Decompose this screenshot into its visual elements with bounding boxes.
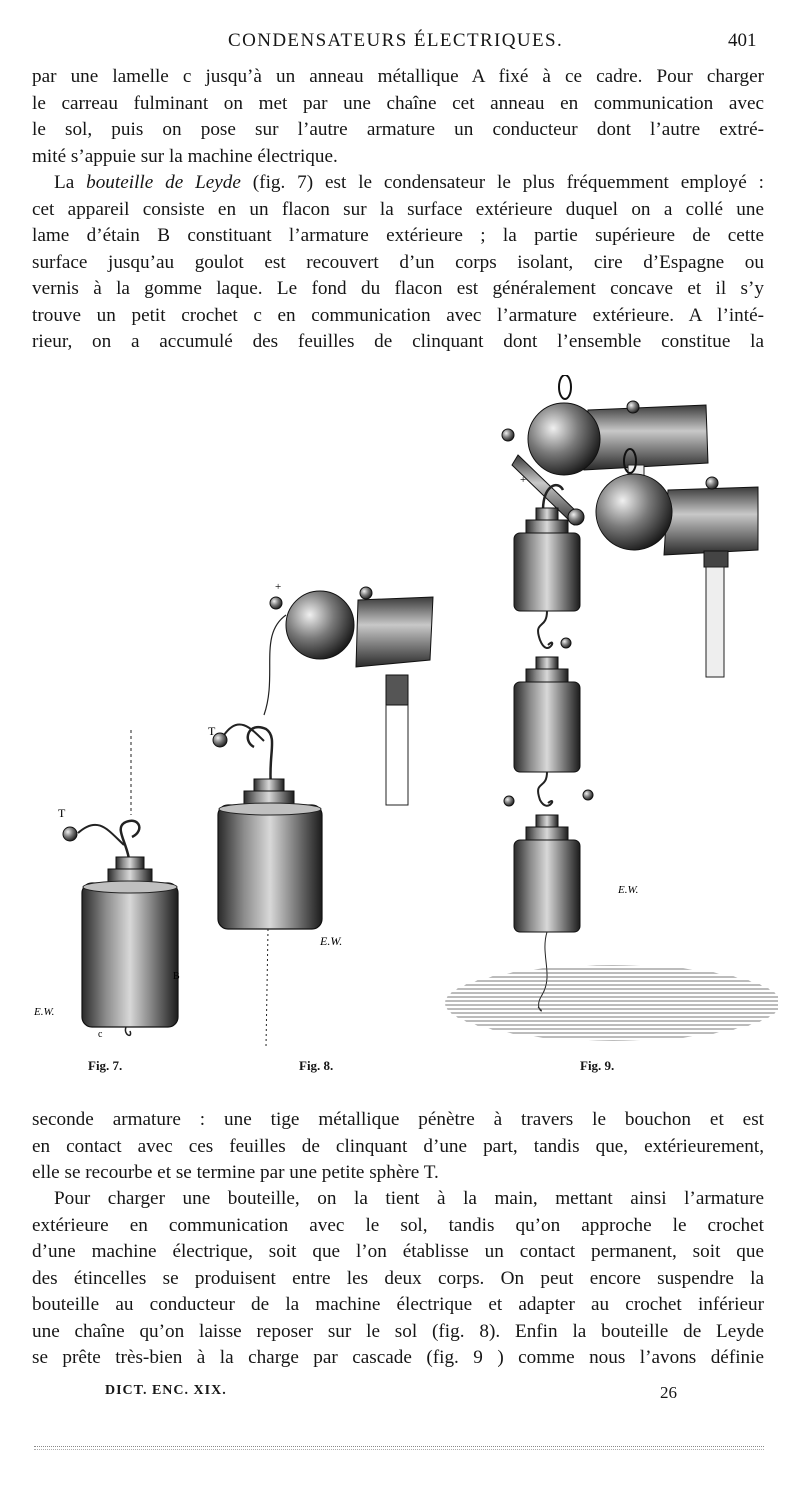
- page-footer: [0, 1383, 800, 1413]
- fig8-label-T: T: [208, 724, 216, 738]
- text-line: le carreau fulminant on met par une chaîne cet anneau en communication avec: [32, 92, 764, 114]
- fig7-caption: Fig. 7.: [88, 1058, 123, 1073]
- text-line: bouteille au conducteur de la machine électrique et adapter au crochet inférieur: [32, 1294, 764, 1315]
- text-line: mité s’appuie sur la machine électrique.: [32, 145, 338, 167]
- running-title: CONDENSATEURS ÉLECTRIQUES.: [228, 30, 564, 51]
- text-line: une chaîne qu’on laisse reposer sur le sol (fig. 8). Enfin la bouteille de Leyde: [32, 1320, 764, 1342]
- fig8-label-plus: +: [275, 581, 282, 593]
- text-run: (fig. 7) est le condensateur le plus fréquemment employé :: [240, 172, 765, 193]
- printer-signature: DICT. ENC. XIX.: [105, 1383, 227, 1398]
- fig9-caption: Fig. 9.: [580, 1058, 615, 1073]
- figure-leyden-jars: [28, 375, 778, 1080]
- text-line: Pour charger une bouteille, on la tient à la main, mettant ainsi l’armature: [54, 1188, 764, 1209]
- text-line: en contact avec ces feuilles de clinquant d’une part, tandis que, extérieurement,: [32, 1135, 764, 1157]
- fig7-leyden-jar: [33, 730, 180, 1040]
- text-line: seconde armature : une tige métallique pénètre à travers le bouchon et est: [32, 1109, 764, 1130]
- paragraph-2: [32, 170, 764, 356]
- text-line: le sol, puis on pose sur l’autre armature un conducteur dont l’autre extré-: [32, 119, 764, 140]
- sheet-number: 26: [660, 1383, 677, 1402]
- text-line: trouve un petit crochet c en communication avec l’armature extérieure. A l’inté-: [32, 304, 764, 326]
- fig9-label-plus: +: [520, 474, 527, 486]
- fig8-caption: Fig. 8.: [299, 1058, 334, 1073]
- italic-term: bouteille de Leyde: [86, 172, 241, 193]
- fig8-leyden-jar-suspended: [208, 581, 433, 1047]
- fig9-cascade-jars: [445, 375, 778, 1041]
- text-line: cet appareil consiste en un flacon sur la surface extérieure duquel on a collé une: [32, 198, 764, 220]
- scan-edge-line: [34, 1449, 764, 1452]
- page-number: 401: [728, 30, 757, 51]
- text-line: des étincelles se produisent entre les deux corps. On peut encore suspendre la: [32, 1267, 764, 1289]
- page-header: [0, 30, 800, 58]
- text-line: par une lamelle c jusqu’à un anneau métallique A fixé à ce cadre. Pour charger: [32, 66, 764, 87]
- text-line: d’une machine électrique, soit que l’on établisse un contact permanent, soit que: [32, 1241, 764, 1262]
- text-line: vernis à la gomme laque. Le fond du flacon est généralement concave et il s’y: [32, 278, 764, 299]
- text-line: se prête très-bien à la charge par cascade (fig. 9 ) comme nous l’avons définie: [32, 1347, 764, 1368]
- fig7-label-T: T: [58, 806, 66, 820]
- fig7-label-B: B: [173, 971, 180, 982]
- paragraph-3: [32, 1107, 764, 1187]
- paragraph-4: [32, 1186, 764, 1372]
- engraving-illustration: [28, 375, 778, 1080]
- text-line: surface jusqu’au goulot est recouvert d’un corps isolant, cire d’Espagne ou: [32, 251, 764, 273]
- text-line: elle se recourbe et se termine par une petite sphère T.: [32, 1162, 439, 1183]
- engraver-signature: E.W.: [34, 1006, 55, 1018]
- text-line: [32, 170, 764, 197]
- text-line: extérieure en communication avec le sol, tandis qu’on approche le crochet: [32, 1214, 764, 1236]
- paragraph-1: [32, 64, 764, 170]
- fig7-label-c: c: [98, 1029, 103, 1040]
- engraver-signature: E.W.: [618, 884, 639, 896]
- engraver-signature: E.W.: [320, 934, 343, 948]
- text-line: rieur, on a accumulé des feuilles de clinquant dont l’ensemble constitue la: [32, 331, 764, 352]
- text-run: La: [54, 172, 87, 193]
- text-line: lame d’étain B constituant l’armature extérieure ; la partie supérieure de cette: [32, 225, 764, 246]
